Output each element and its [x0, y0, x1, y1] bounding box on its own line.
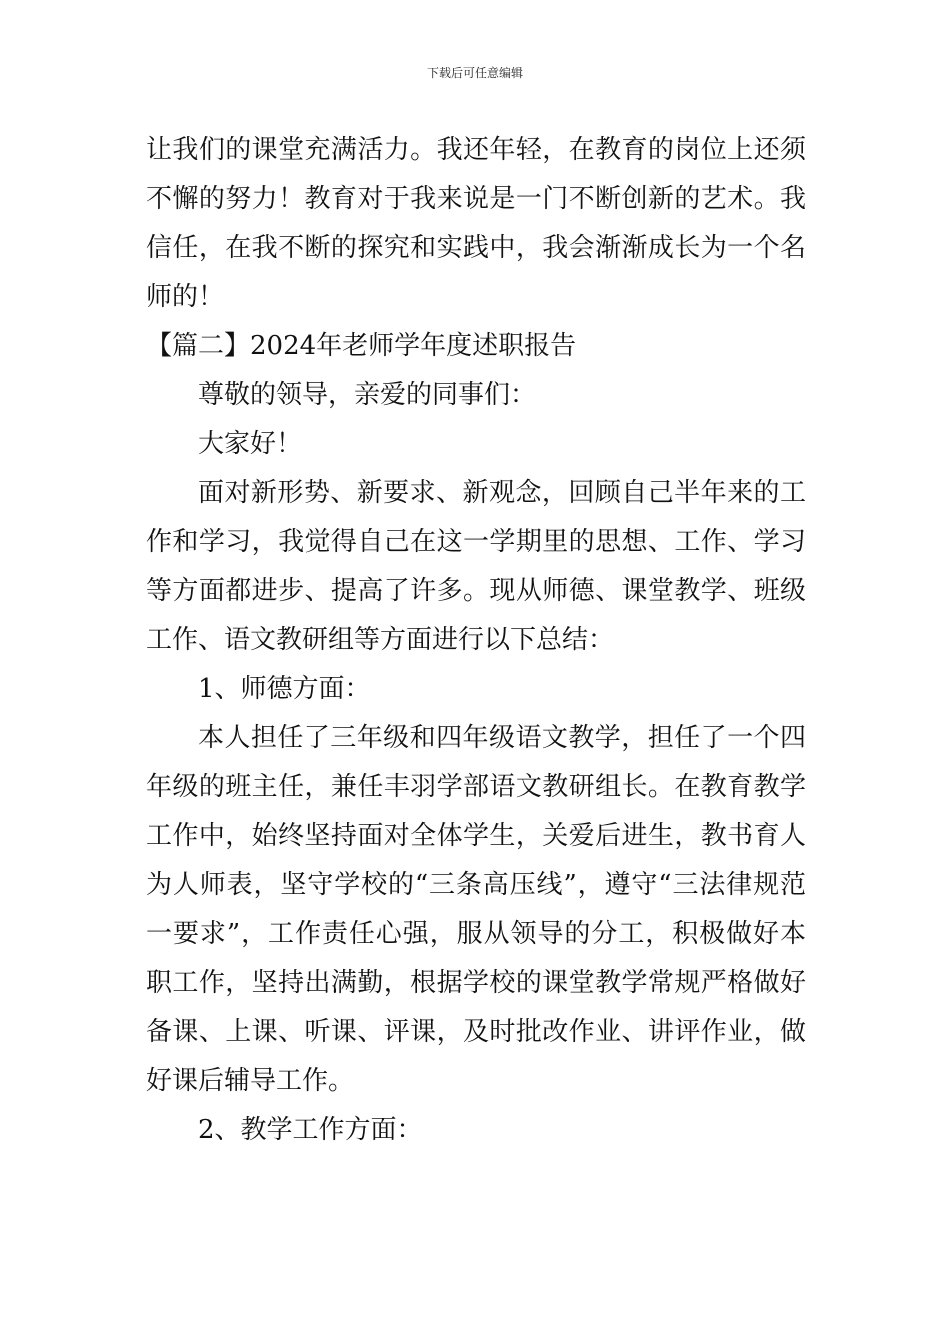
paragraph-greeting: 大家好！: [198, 429, 303, 459]
paragraph-ethics: 本人担任了三年级和四年级语文教学，担任了一个四年级的班主任，兼任丰羽学部语文教研组长。在教育教学工作中，始终坚持面对全体学生，关爱后进生，教书育人为人师表，坚守学校的“三条高压线”，遵守“三法律规范一要求”，工作责任心强，服从领导的分工，积极做好本职工作，坚持出满勤，根据学校的课堂教学常规严格做好备课、上课、听课、评课，及时批改作业、讲评作业，做好课后辅导工作。: [146, 723, 806, 1096]
paragraph-salutation: 尊敬的领导，亲爱的同事们：: [198, 380, 537, 410]
page-header: 下载后可任意编辑: [426, 66, 523, 80]
subheading-ethics: 1、师德方面：: [198, 674, 371, 704]
paragraph-closing: 让我们的课堂充满活力。我还年轻，在教育的岗位上还须不懈的努力！教育对于我来说是一门不断创新的艺术。我信任，在我不断的探究和实践中，我会渐渐成长为一个名师的！: [146, 135, 806, 312]
document-body: [146, 126, 806, 1155]
section-heading: 【篇二】2024年老师学年度述职报告: [146, 331, 577, 361]
paragraph-intro: 面对新形势、新要求、新观念，回顾自己半年来的工作和学习，我觉得自己在这一学期里的思想、工作、学习等方面都进步、提高了许多。现从师德、课堂教学、班级工作、语文教研组等方面进行以下总结：: [146, 478, 806, 655]
subheading-teaching: 2、教学工作方面：: [198, 1115, 423, 1145]
